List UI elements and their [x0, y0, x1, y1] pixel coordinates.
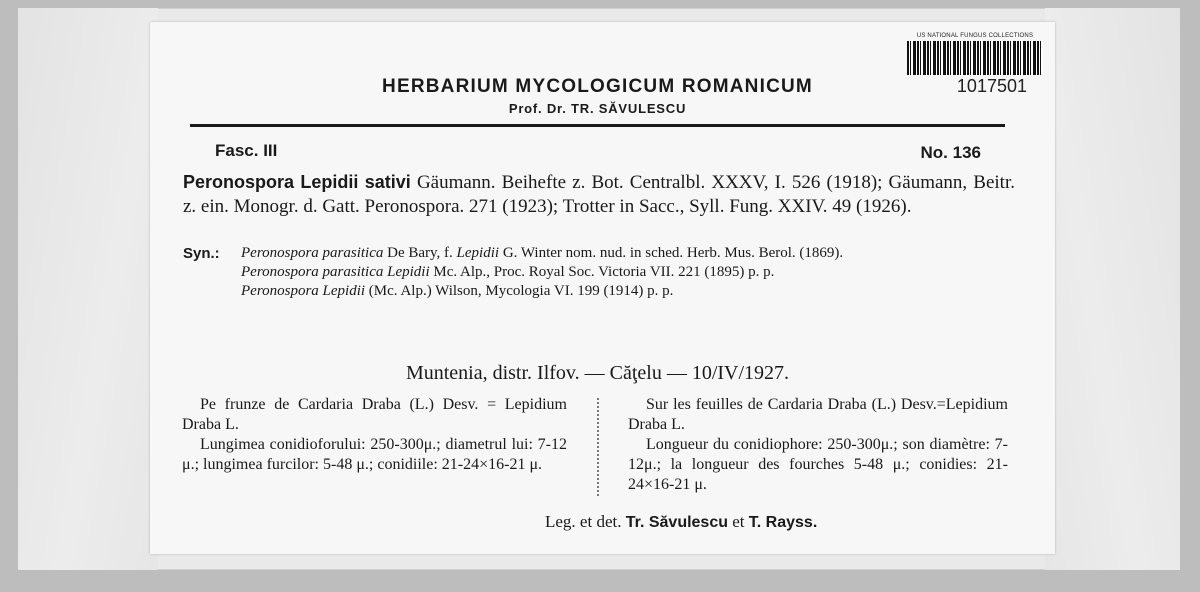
collectors-prefix: Leg. et det. [545, 512, 622, 531]
herbarium-professor: Prof. Dr. TR. SĂVULESCU [508, 101, 687, 116]
synonym-reference: (Mc. Alp.) Wilson, Mycologia VI. 199 (1914) p. p. [368, 283, 674, 299]
locality: Muntenia, distr. Ilfov. — Căţelu — 10/IV/1927. [405, 362, 790, 384]
species-name: Peronospora Lepidii sativi [183, 172, 411, 192]
herbarium-title: HERBARIUM MYCOLOGICUM ROMANICUM [382, 76, 813, 97]
collectors-line [545, 512, 1005, 532]
collector-name: Tr. Săvulescu [625, 514, 728, 531]
fascicle-label: Fasc. III [215, 141, 278, 160]
barcode-caption: US NATIONAL FUNGUS COLLECTIONS [916, 33, 1034, 39]
species-entry [183, 170, 1015, 219]
column-divider [597, 398, 603, 496]
synonym-name: Peronospora parasitica Lepidii [241, 264, 430, 280]
synonym-row [183, 244, 1009, 263]
synonym-name: Peronospora parasitica [241, 245, 384, 261]
synonyms-block [183, 244, 1009, 301]
header-rule [190, 124, 1005, 127]
collectors-and: et [732, 512, 745, 531]
envelope-fold-right [1045, 8, 1180, 570]
romanian-host: Pe frunze de Cardaria Draba (L.) Desv. = Lepidium Draba L. [182, 396, 567, 433]
synonym-reference: G. Winter nom. nud. in sched. Herb. Mus. Berol. (1869). [502, 245, 844, 261]
synonym-author: De Bary, f. [387, 245, 453, 261]
synonym-row [183, 263, 1009, 282]
french-host: Sur les feuilles de Cardaria Draba (L.) Desv.=Lepidium Draba L. [628, 396, 1008, 433]
french-measurements: Longueur du conidiophore: 250-300μ.; son diamètre: 7-12μ.; la longueur des fourches 5-48 μ.; conidies: 21-24×16-21 μ. [628, 436, 1008, 493]
species-citation: Gäumann. Beihefte z. Bot. Centralbl. XXXV, I. 526 (1918); Gäumann, Beitr. z. ein. Monogr. d. Gatt. Peronospora. 271 (1923); Trotter in Sacc., Syll. Fung. XXIV. 49 (1926). [183, 172, 1015, 217]
synonym-name: Peronospora Lepidii [241, 283, 366, 299]
collector-name: T. Rayss. [748, 514, 818, 531]
synonym-reference: Mc. Alp., Proc. Royal Soc. Victoria VII. 221 (1895) p. p. [433, 264, 775, 280]
romanian-description [182, 395, 567, 475]
barcode-icon [907, 41, 1043, 75]
synonyms-label: Syn.: [183, 245, 220, 262]
romanian-measurements: Lungimea conidioforului: 250-300μ.; diametrul lui: 7-12 μ.; lungimea furcilor: 5-48 μ.; conidiile: 21-24×16-21 μ. [182, 436, 567, 473]
synonym-row [183, 282, 1009, 301]
synonym-name-secondary: Lepidii [456, 245, 500, 261]
barcode-number: 1017501 [956, 76, 1027, 96]
envelope-fold-left [18, 8, 158, 570]
specimen-number: No. 136 [920, 143, 981, 162]
french-description [628, 395, 1008, 495]
